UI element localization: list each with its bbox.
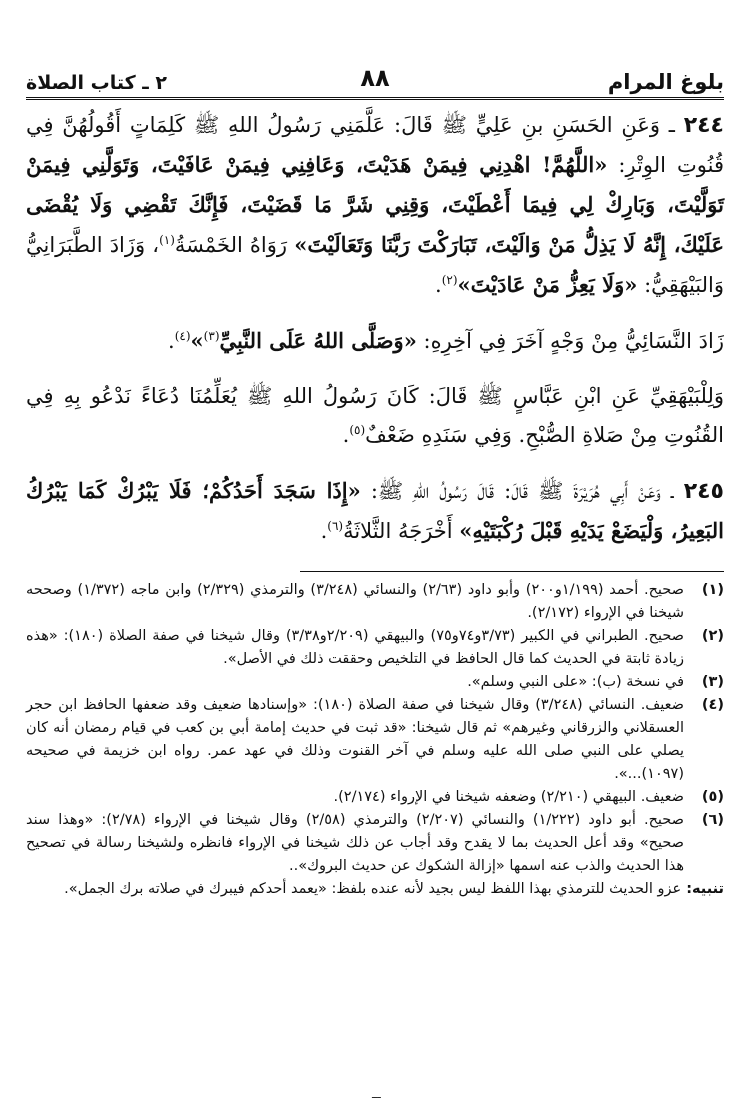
hadith-number: ٢٤٤ <box>683 113 724 138</box>
footnote-text: صحيح. الطبراني في الكبير (٣/٧٣و٧٤و٧٥) والبيهقي (٢/٢٠٩و٣/٣٨) وقال شيخنا في صفة الصلاة (١٨٠): «هذه زيادة ثابتة في الحديث كما قال الحافظ في التلخيص وحققت ذلك في الأصل». <box>26 628 684 667</box>
hadith-source: رَوَاهُ الخَمْسَةُ <box>174 233 288 257</box>
bayhaqi-text: وَلِلْبَيْهَقِيِّ عَنِ ابْنِ عَبَّاسٍ ﷺ قَالَ: كَانَ رَسُولُ اللهِ ﷺ يُعَلِّمُنَا دُعَاءً نَدْعُو بِهِ فِي القُنُوتِ مِنْ صَلاةِ الصُّبْحِ. وَفِي سَنَدِهِ ضَعْفٌ <box>26 384 724 447</box>
footnote-separator <box>300 571 724 572</box>
footnote-number: (٣) <box>701 674 724 690</box>
footnote-text: ضعيف. البيهقي (٢/٢١٠) وضعفه شيخنا في الإرواء (٢/١٧٤). <box>333 789 684 805</box>
hadith-intro: ـ وَعَنِ الحَسَنِ بنِ عَلِيٍّ ﷺ قَالَ: عَلَّمَنِي رَسُولُ اللهِ ﷺ كَلِمَاتٍ أَقُولُهُنَّ فِي قُنُوتِ الوِتْرِ: <box>26 113 724 177</box>
page-end-ornament: ـــ <box>372 1090 381 1101</box>
footnote-text: ضعيف. النسائي (٣/٢٤٨) وقال شيخنا في صفة الصلاة (١٨٠): «وإسنادها ضعيف وقد ضعفها الحافظ ابن حجر العسقلاني والزرقاني وغيرهم» ثم قال شيخنا: «قد ثبت في حديث إمامة أبي بن كعب في قيام رمضان أنه كان يصلي على النبي صلى الله عليه وسلم في آخر القنوت وذلك في عهد عمر. رواه ابن خزيمة في صحيحه (١٠٩٧)...». <box>26 697 684 782</box>
footnote-item <box>26 671 724 694</box>
page-header <box>26 58 724 94</box>
footnote-ref-4[interactable]: (٤) <box>174 329 191 343</box>
hadith-number: ٢٤٥ <box>683 479 724 504</box>
hadith-addition-quote: «وَلَا يَعِزُّ مَنْ عَادَيْتَ» <box>457 272 638 297</box>
footnote-number: (٤) <box>701 697 724 713</box>
footnote-note <box>26 878 724 901</box>
footnote-item <box>26 786 724 809</box>
footnote-number: (٢) <box>701 628 724 644</box>
hadith-addition: ، وَزَادَ الطَّبَرَانِيُّ وَالبَيْهَقِيُّ: <box>26 233 724 297</box>
footnotes <box>26 579 724 901</box>
note-label: تنبيه: <box>686 881 724 897</box>
footnote-ref-2[interactable]: (٢) <box>441 273 458 287</box>
nasai-quote-end: » <box>190 328 204 353</box>
footnote-ref-3[interactable]: (٣) <box>203 329 220 343</box>
hadith-quote: «إِذَا سَجَدَ أَحَدُكُمْ؛ فَلَا يَبْرُكْ كَمَا يَبْرُكُ البَعِيرُ، وَلْيَضَعْ يَدَيْهِ قَبْلَ رُكْبَتَيْهِ» <box>26 478 724 543</box>
footnote-text: صحيح. أبو داود (١/٢٢٢) والنسائي (٢/٢٠٧) والترمذي (٢/٥٨) وقال شيخنا في الإرواء (٢/٧٨): «وهذا سند صحيح» وقد أعل الحديث بما لا يقدح وقد أجاب عن ذلك شيخنا في الإرواء فانظره ولشيخنا رسالة في تصحيح هذا الحديث والذب عنه اسمها «إزالة الشكوك عن حديث البروك».. <box>26 812 684 874</box>
nasai-text: زَادَ النَّسَائِيُّ مِنْ وَجْهٍ آخَرَ فِي آخِرِهِ: <box>423 329 724 353</box>
footnote-text: في نسخة (ب): «على النبي وسلم». <box>467 674 684 690</box>
chapter-title: ٢ ـ كتاب الصلاة <box>26 72 167 94</box>
hadith-quote: «اللَّهُمَّ! اهْدِنِي فِيمَنْ هَدَيْتَ، وَعَافِنِي فِيمَنْ عَافَيْتَ، وَتَوَلَّنِي فِيمَنْ تَوَلَّيْتَ، وَبَارِكْ لِي فِيمَا أَعْطَيْتَ، وَقِنِي شَرَّ مَا قَضَيْتَ، فَإِنَّكَ تَقْضِي وَلَا يُقْضَى عَلَيْكَ، إِنَّهُ لَا يَذِلُّ مَنْ وَالَيْتَ، تَبَارَكْتَ رَبَّنَا وَتَعَالَيْتَ» <box>26 152 724 257</box>
footnote-ref-6[interactable]: (٦) <box>327 519 344 533</box>
hadith-intro: ـ وَعَنْ أَبِي هُرَيْرَةَ ﷺ قَالَ: قَالَ رَسُولُ اللهِ ﷺ: <box>370 479 674 503</box>
footnote-number: (١) <box>701 582 724 598</box>
footnote-number: (٦) <box>701 812 724 828</box>
hadith-245: ٢٤٥ ـ وَعَنْ أَبِي هُرَيْرَةَ ﷺ قَالَ: قَالَ رَسُولُ اللهِ ﷺ: «إِذَا سَجَدَ أَحَدُكُمْ؛ فَلَا يَبْرُكْ كَمَا يَبْرُكُ البَعِيرُ، وَلْيَضَعْ يَدَيْهِ قَبْلَ رُكْبَتَيْهِ» أَخْرَجَهُ الثَّلاثَةُ$^{(٦)}$. <box>26 478 724 543</box>
page-number: ٨٨ <box>360 64 390 92</box>
footnote-item <box>26 579 724 625</box>
footnote-text: صحيح. أحمد (١/١٩٩و٢٠٠) وأبو داود (٢/٦٣) والنسائي (٣/٢٤٨) والترمذي (٢/٣٢٩) وابن ماجه (١/٣٧٢) وصححه شيخنا في الإرواء (٢/١٧٢). <box>26 582 684 621</box>
main-text <box>26 106 724 551</box>
hadith-source: أَخْرَجَهُ الثَّلاثَةُ <box>343 519 453 543</box>
header-rule <box>26 97 724 100</box>
footnote-item <box>26 694 724 786</box>
note-text: عزو الحديث للترمذي بهذا اللفظ ليس بجيد لأنه عنده بلفظ: «يعمد أحدكم فيبرك في صلاته برك الجمل». <box>64 881 682 897</box>
footnote-item <box>26 625 724 671</box>
book-title: بلوغ المرام <box>607 70 724 94</box>
nasai-quote: «وَصَلَّى اللهُ عَلَى النَّبِيِّ <box>219 328 417 353</box>
footnote-ref-5[interactable]: (٥) <box>349 423 366 437</box>
bayhaqi-narration: وَلِلْبَيْهَقِيِّ عَنِ ابْنِ عَبَّاسٍ ﷺ قَالَ: كَانَ رَسُولُ اللهِ ﷺ يُعَلِّمُنَا دُعَاءً نَدْعُو بِهِ فِي القُنُوتِ مِنْ صَلاةِ الصُّبْحِ. وَفِي سَنَدِهِ ضَعْفٌ$^{(٥)}$. <box>26 384 724 447</box>
footnote-ref-1[interactable]: (١) <box>159 233 175 247</box>
nasai-addition: زَادَ النَّسَائِيُّ مِنْ وَجْهٍ آخَرَ فِي آخِرِهِ: «وَصَلَّى اللهُ عَلَى النَّبِيِّ$^{(٣)}$»$^{(٤)}$. <box>168 328 724 353</box>
footnote-number: (٥) <box>701 789 724 805</box>
hadith-244: ٢٤٤ ـ وَعَنِ الحَسَنِ بنِ عَلِيٍّ ﷺ قَالَ: عَلَّمَنِي رَسُولُ اللهِ ﷺ كَلِمَاتٍ أَقُولُهُنَّ فِي قُنُوتِ الوِتْرِ: «اللَّهُمَّ! اهْدِنِي فِيمَنْ هَدَيْتَ، وَعَافِنِي فِيمَنْ عَافَيْتَ، وَتَوَلَّنِي فِيمَنْ تَوَلَّيْتَ، وَبَارِكْ لِي فِيمَا أَعْطَيْتَ، وَقِنِي شَرَّ مَا قَضَيْتَ، فَإِنَّكَ تَقْضِي وَلَا يُقْضَى عَلَيْكَ، إِنَّهُ لَا يَذِلُّ مَنْ وَالَيْتَ، تَبَارَكْتَ رَبَّنَا وَتَعَالَيْتَ» رَوَاهُ الخَمْسَةُ$^{(١)}$، وَزَادَ الطَّبَرَانِيُّ وَالبَيْهَقِيُّ: «وَلَا يَعِزُّ مَنْ عَادَيْتَ»$^{(٢)}$. <box>26 113 724 297</box>
footnote-item <box>26 809 724 878</box>
